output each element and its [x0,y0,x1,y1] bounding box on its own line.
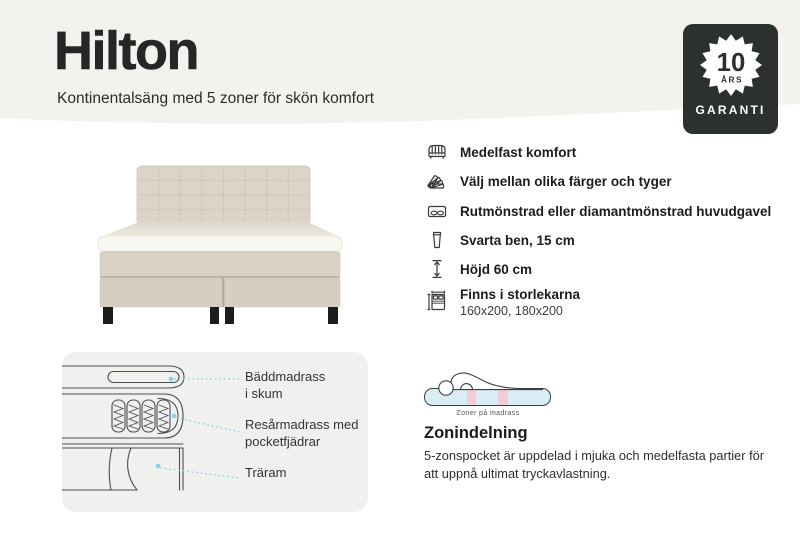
zone-diagram-caption: Zoner på madrass [456,410,520,417]
feature-label: Välj mellan olika färger och tyger [460,173,672,189]
feature-label: Rutmönstrad eller diamantmönstrad huvudgavel [460,203,772,219]
layer-label-frame: Träram [245,465,287,480]
feature-row-legs [424,227,575,253]
height-icon [424,256,450,282]
cross-section-card [62,352,368,512]
feature-row-fabrics [424,168,672,194]
badge-years-label-text: ÅRS [720,75,743,85]
warranty-badge-label: GARANTI [695,103,766,117]
headboard-icon [424,198,450,224]
feature-label: Höjd 60 cm [460,261,533,277]
layer-label-springs: Resårmadrass med pocketfjädrar [245,417,359,449]
page-title: Hilton [54,21,198,81]
zone-illustration [423,366,553,412]
feature-row-sizes [424,287,580,318]
starburst-seal-icon [698,32,764,98]
feature-sizes-value: 160x200, 180x200 [460,304,563,318]
zones-description: 5-zonspocket är uppdelad i mjuka och medelfasta partier för att uppnå ultimat tryckavlastning. [424,448,765,481]
fabric-swatches-icon [424,168,450,194]
page-subtitle: Kontinentalsäng med 5 zoner för skön komfort [57,90,375,107]
feature-row-height [424,256,532,282]
badge-years-text: 10 [716,49,745,78]
bed-product-image [90,148,350,328]
sizes-icon [424,288,450,314]
feature-label: Svarta ben, 15 cm [460,232,575,248]
feature-row-comfort [424,139,576,165]
feature-label: Medelfast komfort [460,144,577,160]
layer-label-topper: Bäddmadrass i skum [245,369,326,401]
zones-heading: Zonindelning [424,424,528,442]
mattress-icon [424,139,450,165]
feature-row-headboard [424,198,771,224]
feature-label: Finns i storlekarna [460,287,581,302]
warranty-badge [683,24,778,134]
leg-icon [424,227,450,253]
